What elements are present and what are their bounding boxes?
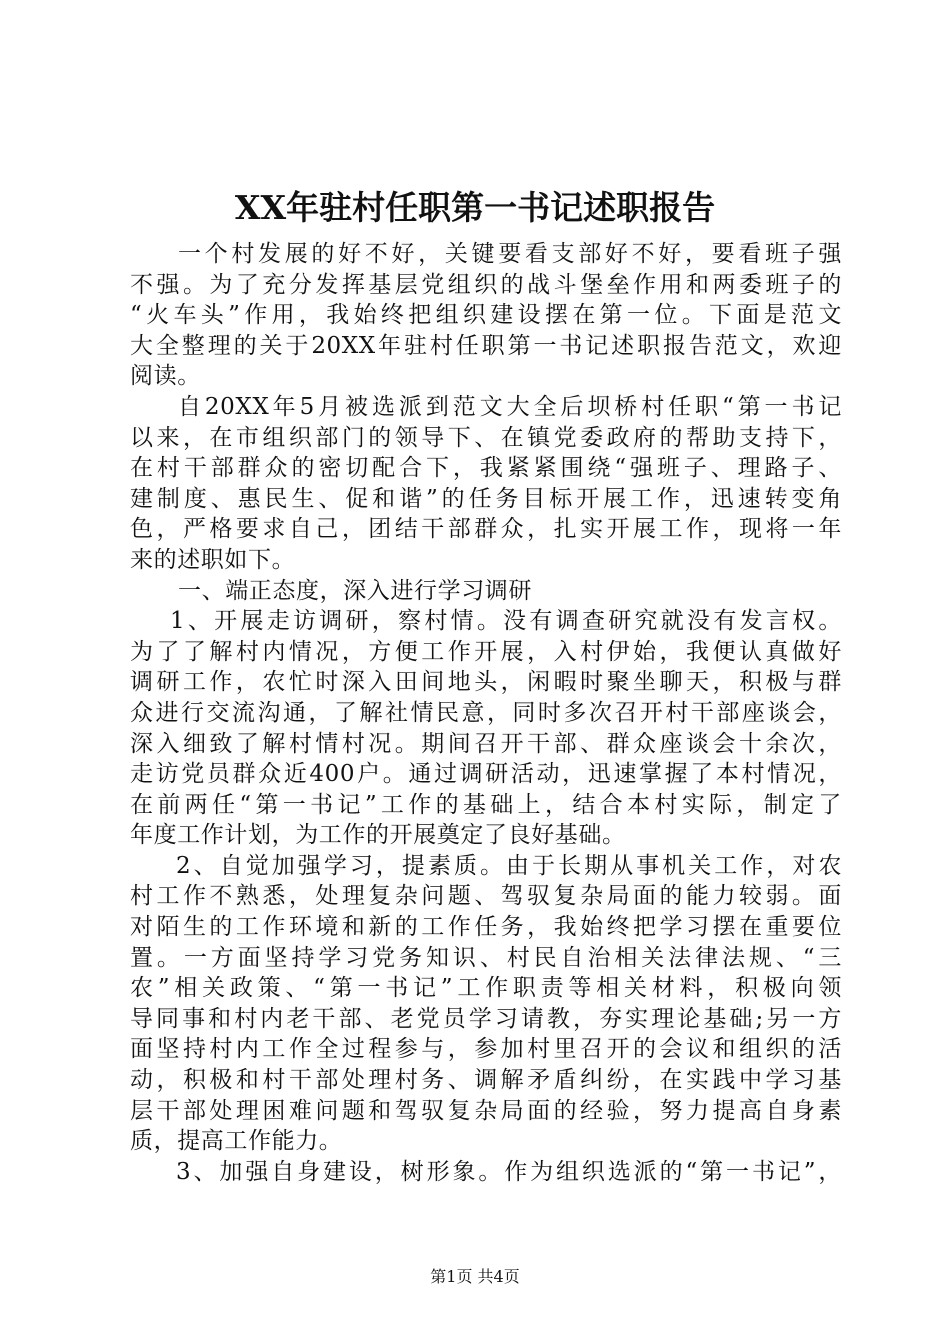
- text-line: 在前两任“第一书记”工作的基础上，结合本村实际，制定了: [130, 791, 842, 818]
- text-line: 面坚持村内工作全过程参与，参加村里召开的会议和组织的活: [130, 1036, 842, 1063]
- text-line: “火车头”作用，我始终把组织建设摆在第一位。下面是范文: [130, 302, 842, 329]
- text-line: 来的述职如下。: [130, 546, 296, 573]
- text-line: 色，严格要求自己，团结干部群众，扎实开展工作，现将一年: [130, 516, 842, 543]
- text-line: 深入细致了解村情村况。期间召开干部、群众座谈会十余次，: [130, 730, 842, 757]
- text-line: 对陌生的工作环境和新的工作任务，我始终把学习摆在重要位: [130, 914, 842, 941]
- text-line: 质，提高工作能力。: [130, 1128, 343, 1155]
- document-body: [130, 239, 842, 1187]
- text-line: 自20XX年5月被选派到范文大全后坝桥村任职“第一书记: [178, 393, 842, 420]
- text-line: 走访党员群众近400户。通过调研活动，迅速掌握了本村情况，: [130, 761, 842, 788]
- text-line: 调研工作，农忙时深入田间地头，闲暇时聚坐聊天，积极与群: [130, 669, 842, 696]
- text-line: 在村干部群众的密切配合下，我紧紧围绕“强班子、理路子、: [130, 455, 842, 482]
- text-line: 不强。为了充分发挥基层党组织的战斗堡垒作用和两委班子的: [130, 271, 842, 298]
- text-line: 年度工作计划，为工作的开展奠定了良好基础。: [130, 822, 626, 849]
- text-line: 为了了解村内情况，方便工作开展，入村伊始，我便认真做好: [130, 638, 842, 665]
- document-title: XX年驻村任职第一书记述职报告: [234, 188, 716, 227]
- text-line: 3、加强自身建设，树形象。作为组织选派的“第一书记”，: [176, 1158, 842, 1185]
- text-line: 动，积极和村干部处理村务、调解矛盾纠纷，在实践中学习基: [130, 1067, 842, 1094]
- text-line: 村工作不熟悉，处理复杂问题、驾驭复杂局面的能力较弱。面: [130, 883, 842, 910]
- section-heading: 一、端正态度，深入进行学习调研: [178, 577, 532, 604]
- text-line: 以来，在市组织部门的领导下、在镇党委政府的帮助支持下，: [130, 424, 842, 451]
- text-line: 置。一方面坚持学习党务知识、村民自治相关法律法规、“三: [130, 944, 842, 971]
- text-line: 导同事和村内老干部、老党员学习请教，夯实理论基础;另一方: [130, 1005, 842, 1032]
- text-line: 层干部处理困难问题和驾驭复杂局面的经验，努力提高自身素: [130, 1097, 842, 1124]
- text-line: 农”相关政策、“第一书记”工作职责等相关材料，积极向领: [130, 975, 842, 1002]
- text-line: 一个村发展的好不好，关键要看支部好不好，要看班子强: [178, 241, 842, 267]
- text-line: 阅读。: [130, 363, 201, 390]
- text-line: 建制度、惠民生、促和谐”的任务目标开展工作，迅速转变角: [130, 485, 842, 512]
- text-line: 大全整理的关于20XX年驻村任职第一书记述职报告范文，欢迎: [130, 332, 842, 359]
- text-line: 众进行交流沟通，了解社情民意，同时多次召开村干部座谈会，: [130, 699, 842, 726]
- text-line: 2、自觉加强学习，提素质。由于长期从事机关工作，对农: [176, 852, 842, 879]
- page-footer: 第1页 共4页: [430, 1267, 520, 1286]
- text-line: 1、开展走访调研，察村情。没有调查研究就没有发言权。: [170, 608, 842, 635]
